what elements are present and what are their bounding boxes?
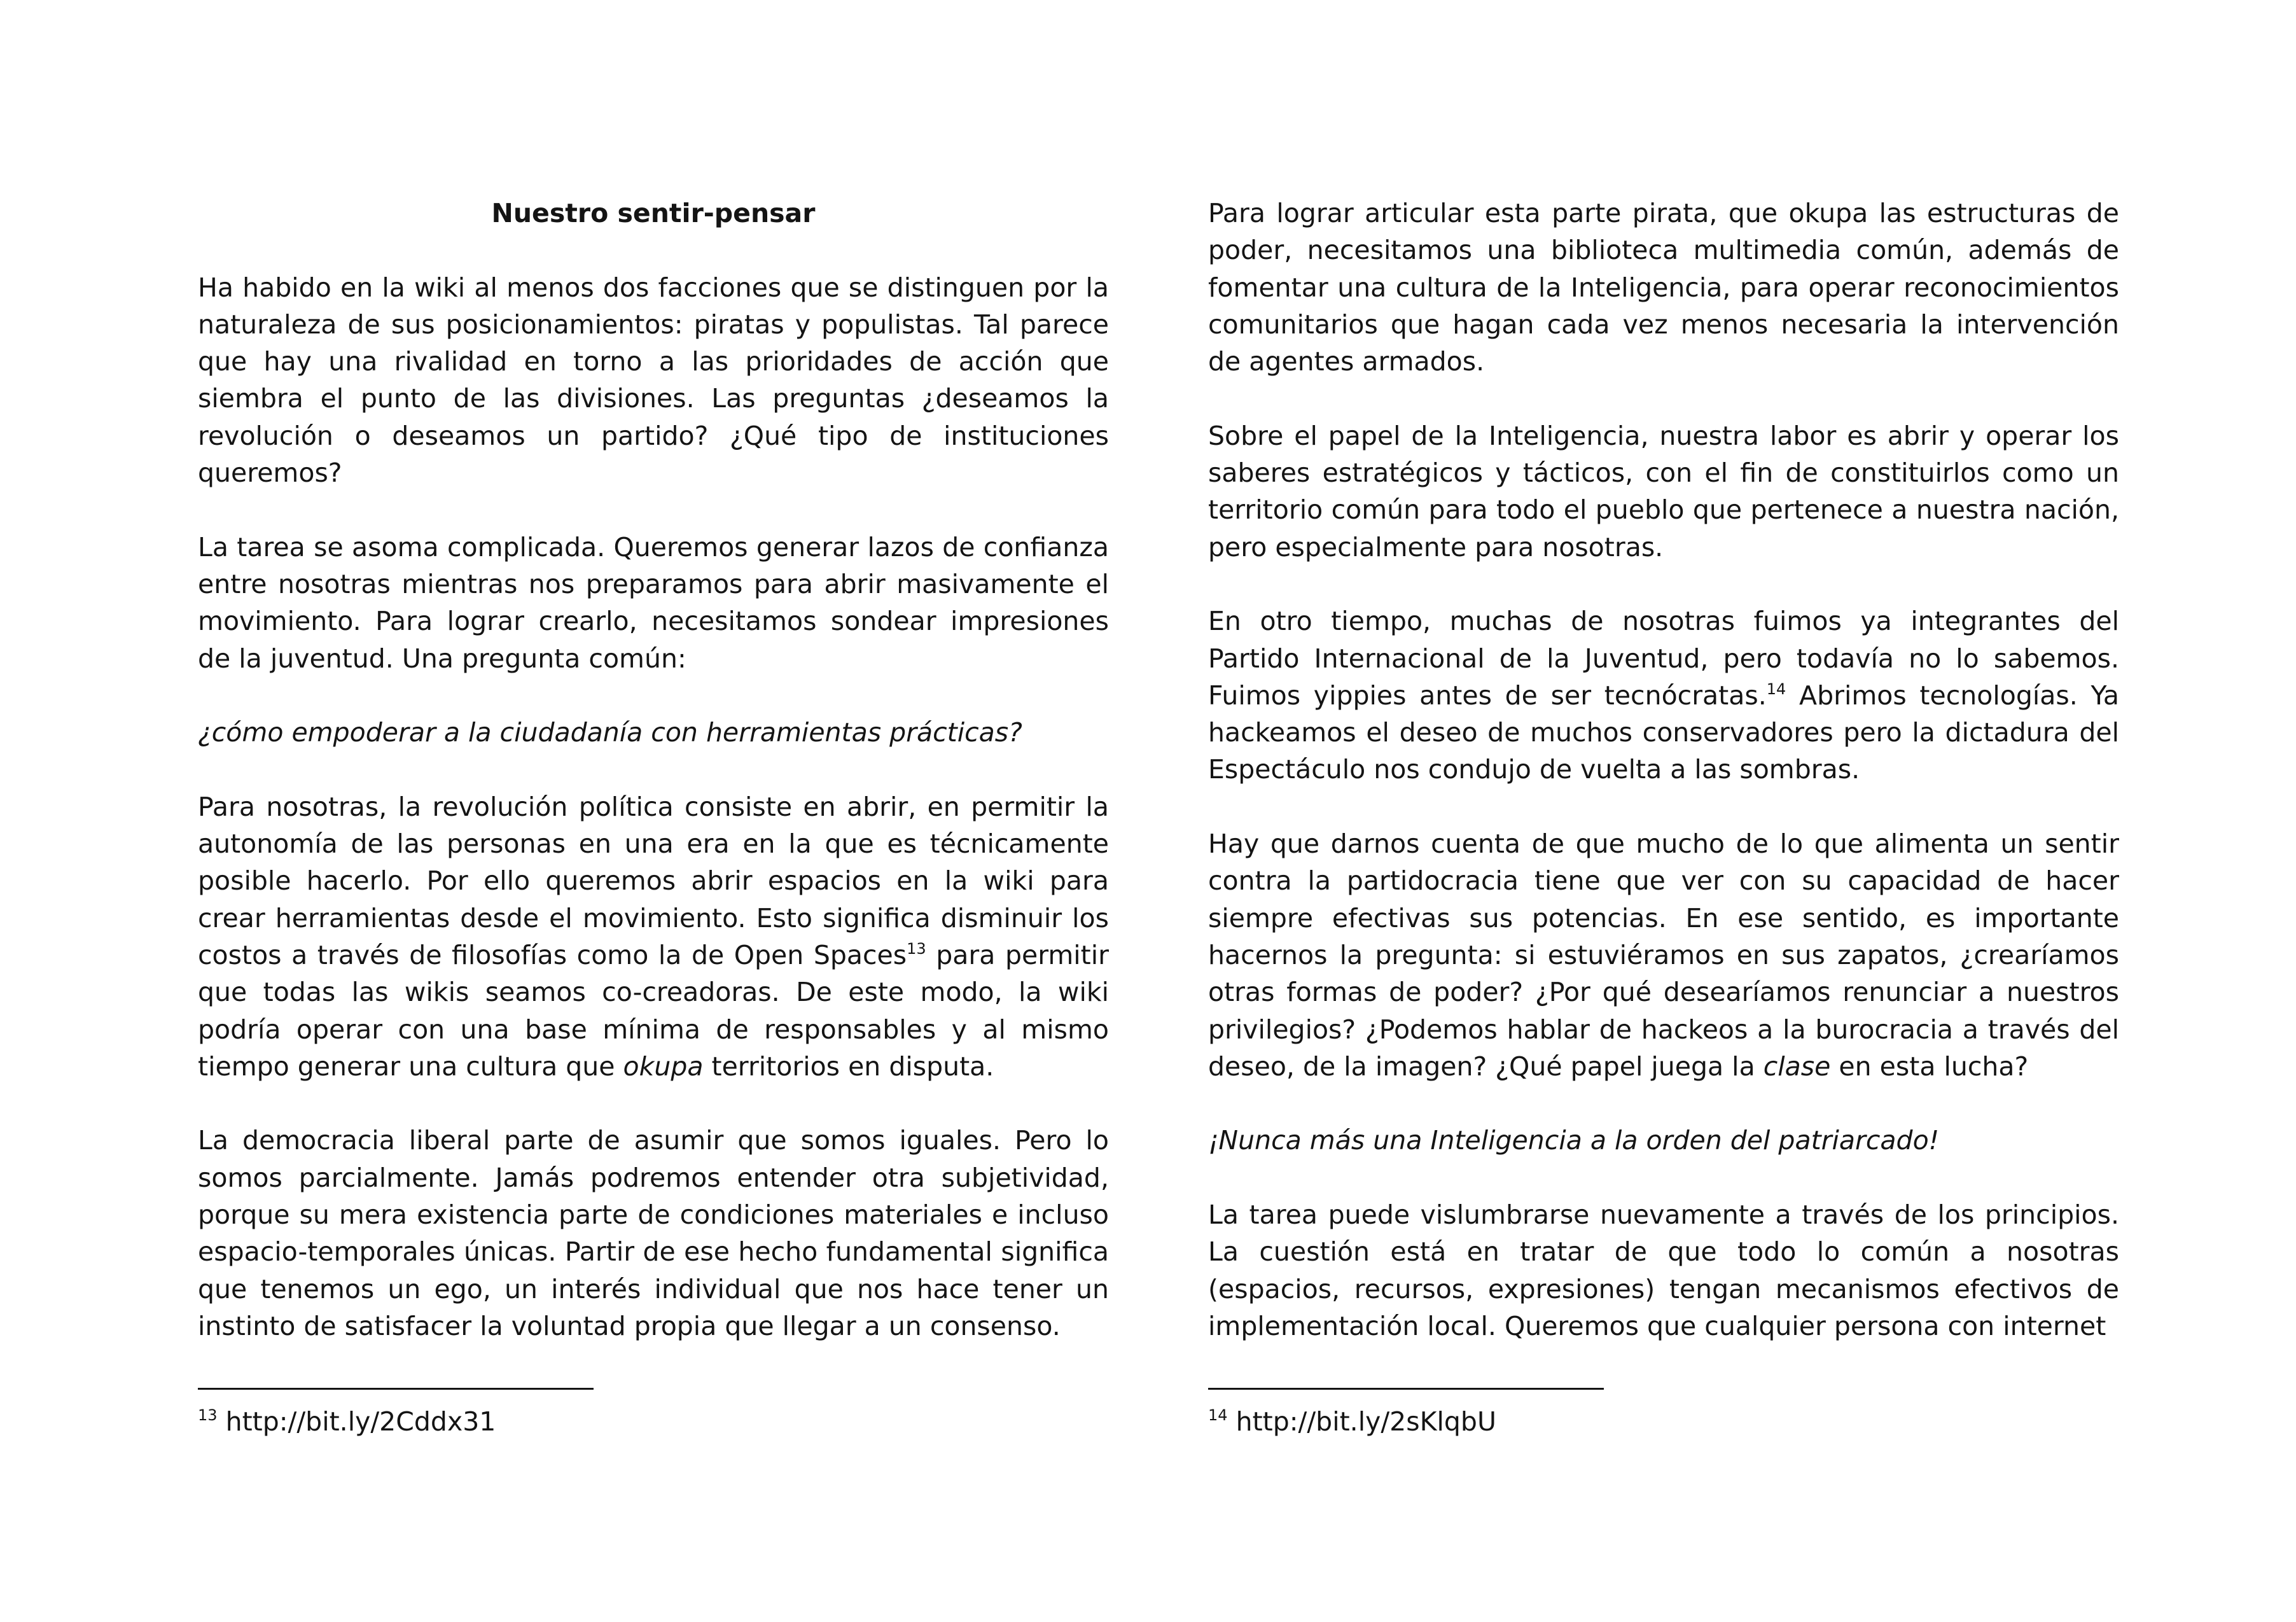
text-segment: En otro tiempo, muchas de nosotras fuimos ya integrantes del Partido Internacional de la Juventud, pero todavía no lo sabemos. Fuimos yippies antes de ser tecnócratas. <box>1208 606 2119 711</box>
italic-word: clase <box>1763 1051 1831 1082</box>
footnote-ref-13: 13 <box>907 939 926 958</box>
text-segment: territorios en disputa. <box>703 1051 994 1082</box>
paragraph-pirate: Para lograr articular esta parte pirata, que okupa las estructuras de poder, necesitamos una biblioteca multimedia común, además de fomentar una cultura de la Inteligencia, para operar reconocimientos comunitarios que hagan cada vez menos necesaria la intervención de agentes armados. <box>1208 198 2119 377</box>
right-column <box>1208 195 2119 1345</box>
text-segment: Hay que darnos cuenta de que mucho de lo que alimenta un sentir contra la partidocracia tiene que ver con su capacidad de hacer siempre efectivas sus potencias. En ese sentido, es importante hacernos la pregunta: si estuviéramos en sus zapatos, ¿crearíamos otras formas de poder? ¿Por qué desearíamos renunciar a nuestros privilegios? ¿Podemos hablar de hackeos a la burocracia a través del deseo, de la imagen? ¿Qué papel juega la <box>1208 828 2119 1082</box>
paragraph-yippies <box>1208 603 2119 788</box>
footnote <box>1208 1403 1496 1440</box>
paragraph-principles: La tarea puede vislumbrarse nuevamente a través de los principios. La cuestión está en tratar de que todo lo común a nosotras (espacios, recursos, expresiones) tengan mecanismos efectivos de implementación local. Queremos que cualquier persona con internet <box>1208 1199 2119 1341</box>
italic-word: okupa <box>623 1051 704 1082</box>
text-segment: Abrimos tecnologías. Ya hackeamos el deseo de muchos conservadores pero la dictadura del Espectáculo nos condujo de vuelta a las sombras. <box>1208 680 2119 785</box>
footnote-link: http://bit.ly/2sKlqbU <box>1227 1406 1496 1437</box>
paragraph-intelligence: Sobre el papel de la Inteligencia, nuestra labor es abrir y operar los saberes estratégicos y tácticos, con el fin de constituirlos como un territorio común para todo el pueblo que pertenece a nuestra nación, pero especialmente para nosotras. <box>1208 420 2119 563</box>
footnote-number: 13 <box>198 1406 218 1424</box>
paragraph-slogan: ¡Nunca más una Inteligencia a la orden del patriarcado! <box>1208 1125 1940 1156</box>
text-segment: en esta lucha? <box>1830 1051 2029 1082</box>
footnote-ref-14: 14 <box>1766 680 1786 698</box>
paragraph-task: La tarea se asoma complicada. Queremos generar lazos de confianza entre nosotras mientras nos preparamos para abrir masivamente el movimiento. Para lograr crearlo, necesitamos sondear impresiones de la juventud. Una pregunta común: <box>198 531 1109 674</box>
text-segment: para permitir que todas las wikis seamos co-creadoras. De este modo, la wiki podría operar con una base mínima de responsables y al mismo tiempo generar una cultura que <box>198 939 1109 1082</box>
left-page <box>198 0 1109 1622</box>
footnote-link: http://bit.ly/2Cddx31 <box>217 1406 496 1437</box>
paragraph-partidocracia <box>1208 825 2119 1085</box>
paragraph-factions: Ha habido en la wiki al menos dos facciones que se distinguen por la naturaleza de sus posicionamientos: piratas y populistas. Tal parece que hay una rivalidad en torno a las prioridades de acción que siembra el punto de las divisiones. Las preguntas ¿deseamos la revolución o deseamos un partido? ¿Qué tipo de instituciones queremos? <box>198 272 1109 489</box>
left-column <box>198 195 1109 1345</box>
footnote-divider <box>198 1388 594 1390</box>
paragraph-question: ¿cómo empoderar a la ciudadanía con herramientas prácticas? <box>198 717 1022 748</box>
page-title: Nuestro sentir-pensar <box>491 198 816 228</box>
footnote <box>198 1403 496 1440</box>
footnote-number: 14 <box>1208 1406 1228 1424</box>
footnote-divider <box>1208 1388 1604 1390</box>
text-segment: Para nosotras, la revolución política consiste en abrir, en permitir la autonomía de las personas en una era en la que es técnicamente posible hacerlo. Por ello queremos abrir espacios en la wiki para crear herramientas desde el movimiento. Esto significa disminuir los costos a través de filosofías como la de Open Spaces <box>198 791 1109 970</box>
paragraph-democracy: La democracia liberal parte de asumir que somos iguales. Pero lo somos parcialmente. Jamás podremos entender otra subjetividad, porque su mera existencia parte de condiciones materiales e incluso espacio-temporales únicas. Partir de ese hecho fundamental significa que tenemos un ego, un interés individual que nos hace tener un instinto de satisfacer la voluntad propia que llegar a un consenso. <box>198 1125 1109 1341</box>
paragraph-revolution <box>198 788 1109 1085</box>
right-page <box>1208 0 2119 1622</box>
